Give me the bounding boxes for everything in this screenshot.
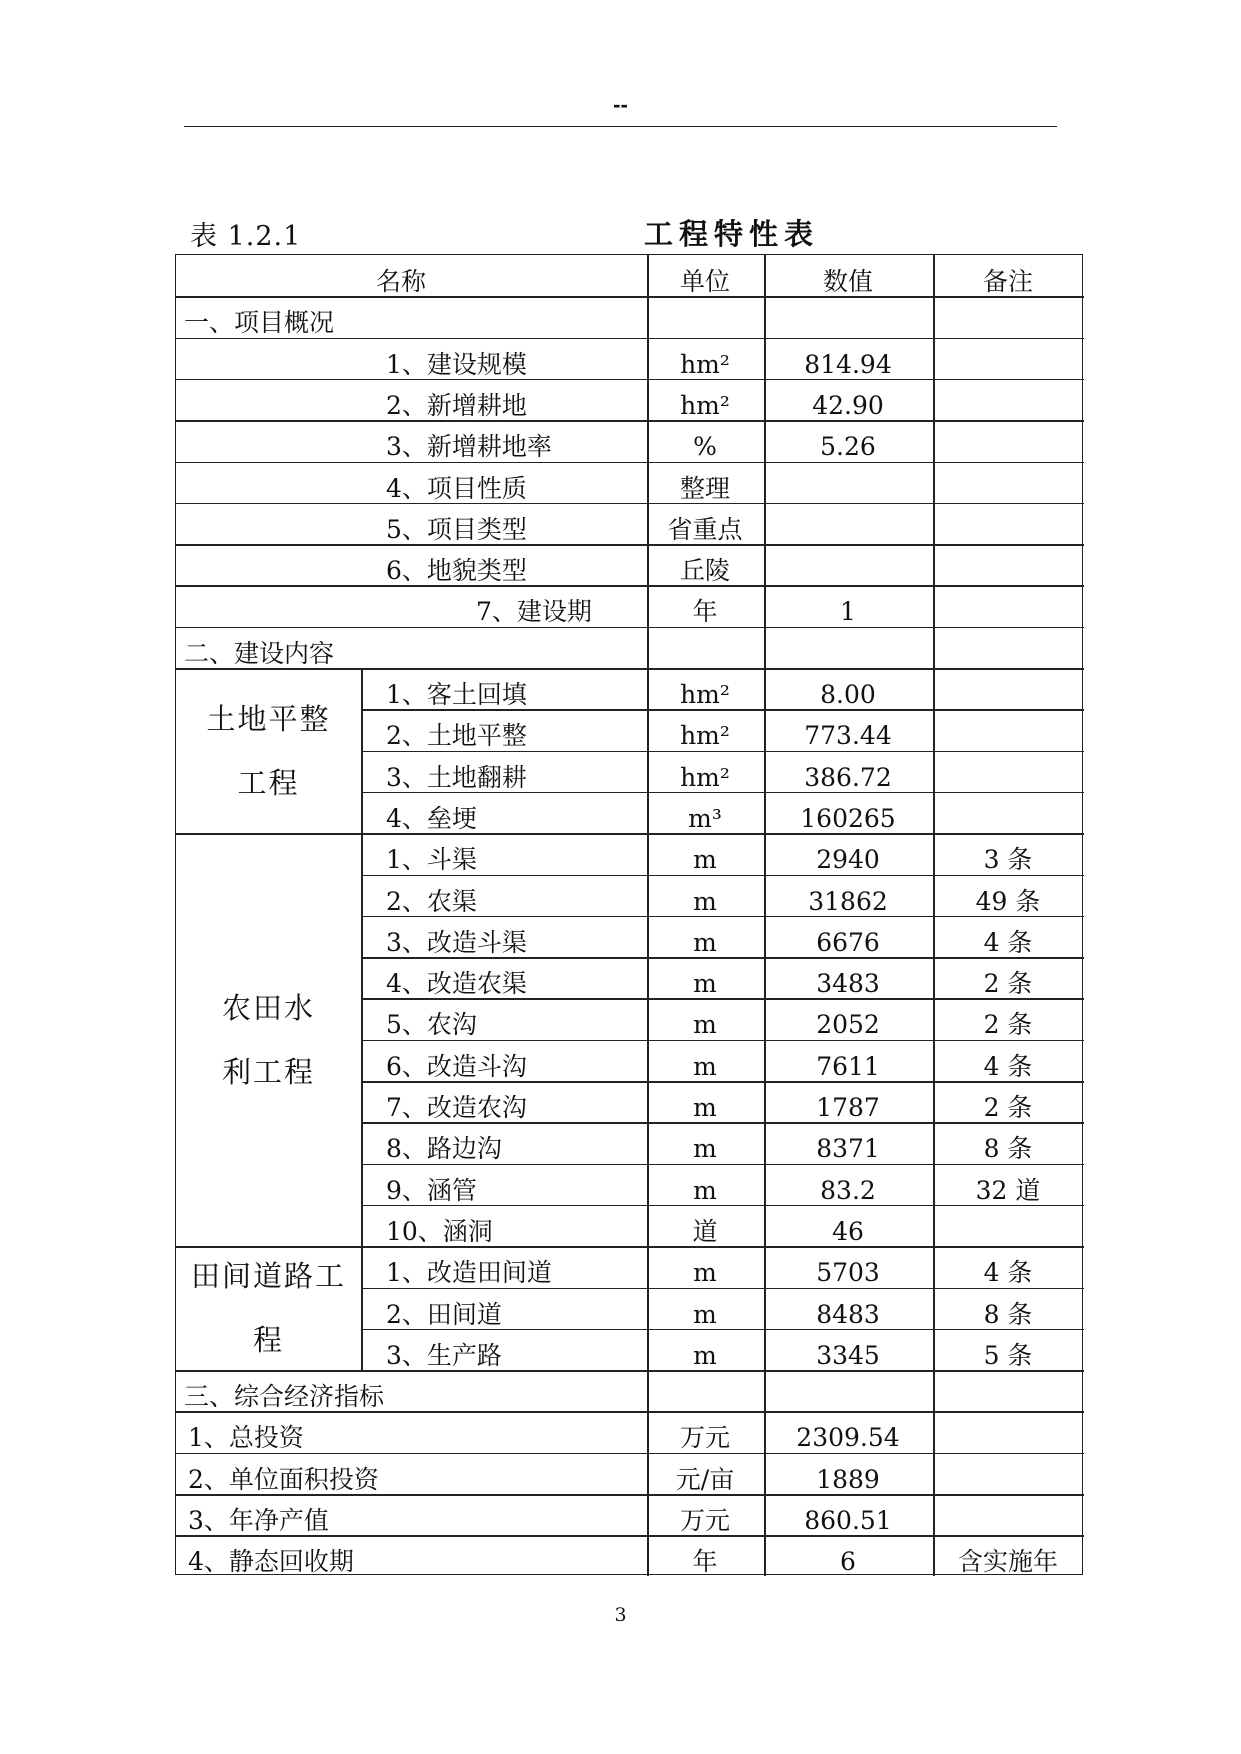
row-divider — [176, 379, 1084, 381]
row-divider — [176, 1453, 1084, 1455]
row-divider — [176, 585, 1084, 587]
row-value: 7611 — [816, 1051, 880, 1081]
row-unit: hm² — [680, 390, 730, 420]
row-name: 2、单位面积投资 — [188, 1464, 379, 1494]
row-name: 1、改造田间道 — [386, 1258, 552, 1288]
row-note: 5 条 — [983, 1340, 1033, 1370]
row-divider — [361, 1122, 1084, 1124]
row-divider — [176, 338, 1084, 340]
row-name: 5、农沟 — [386, 1010, 477, 1040]
column-header-value: 数值 — [822, 267, 873, 296]
row-name: 10、涵洞 — [386, 1216, 493, 1246]
row-value: 6 — [840, 1547, 856, 1577]
group-label — [176, 687, 361, 815]
row-name: 7、改造农沟 — [386, 1093, 527, 1122]
row-name: 1、建设规模 — [386, 349, 527, 379]
row-name: 2、新增耕地 — [386, 390, 527, 420]
group-label-line: 程 — [252, 1323, 284, 1358]
row-divider — [361, 751, 1084, 753]
row-unit: m — [693, 1093, 717, 1122]
row-value: 5.26 — [820, 432, 876, 462]
group-label-line: 土地平整 — [206, 701, 331, 736]
row-unit: m — [693, 1010, 717, 1040]
column-header-name: 名称 — [376, 267, 427, 296]
row-divider — [361, 792, 1084, 794]
row-value: 8371 — [816, 1134, 880, 1164]
row-name: 4、静态回收期 — [188, 1547, 354, 1577]
header-rule — [184, 126, 1057, 127]
column-divider — [361, 833, 363, 1246]
row-value: 8.00 — [820, 680, 876, 709]
row-name: 1、客土回填 — [386, 680, 527, 709]
page-number: 3 — [614, 1604, 627, 1626]
group-label — [176, 1244, 361, 1372]
row-value: 6676 — [816, 927, 880, 957]
row-unit: m — [693, 1175, 717, 1205]
row-value: 814.94 — [804, 349, 892, 379]
row-name: 4、项目性质 — [386, 473, 527, 503]
group-label-line: 利工程 — [221, 1054, 315, 1089]
row-name: 2、土地平整 — [386, 721, 527, 751]
row-note: 2 条 — [983, 1093, 1033, 1122]
row-unit: 万元 — [679, 1506, 730, 1535]
row-divider — [176, 1411, 1084, 1413]
row-unit: hm² — [680, 762, 730, 792]
row-value: 8483 — [816, 1299, 880, 1329]
row-value: 1889 — [816, 1464, 880, 1494]
header-mark: -- — [613, 92, 628, 117]
row-divider — [361, 1205, 1084, 1207]
row-note: 4 条 — [983, 927, 1033, 957]
column-divider — [361, 668, 363, 833]
row-note: 2 条 — [983, 969, 1033, 999]
row-divider — [176, 420, 1084, 422]
row-divider — [361, 1329, 1084, 1331]
row-value: 2052 — [816, 1010, 880, 1040]
row-value: 83.2 — [820, 1175, 876, 1205]
row-name: 6、地貌类型 — [386, 556, 527, 586]
row-divider — [361, 1081, 1084, 1083]
table-label: 表 1.2.1 — [190, 221, 302, 252]
row-name: 4、改造农渠 — [386, 969, 527, 999]
group-label-line: 工程 — [237, 765, 300, 800]
row-value: 386.72 — [804, 762, 892, 792]
row-unit: m — [693, 927, 717, 957]
row-unit: m — [693, 886, 717, 916]
row-value: 46 — [832, 1216, 864, 1246]
row-value: 3483 — [816, 969, 880, 999]
row-note: 3 条 — [983, 845, 1033, 875]
row-divider — [176, 544, 1084, 546]
row-unit: 年 — [692, 597, 718, 627]
row-divider — [176, 627, 1084, 629]
row-value: 1787 — [816, 1093, 880, 1122]
row-unit: 丘陵 — [679, 556, 730, 586]
row-unit: hm² — [680, 349, 730, 379]
row-divider — [361, 1164, 1084, 1166]
row-value: 3345 — [816, 1340, 880, 1370]
row-name: 6、改造斗沟 — [386, 1051, 527, 1081]
section-heading: 三、综合经济指标 — [184, 1382, 385, 1412]
row-divider — [176, 462, 1084, 464]
row-name: 1、总投资 — [188, 1423, 304, 1453]
row-unit: m³ — [688, 803, 722, 833]
row-name: 7、建设期 — [476, 597, 592, 627]
row-value: 773.44 — [804, 721, 892, 751]
table-title: 工程特性表 — [644, 217, 820, 251]
row-name: 1、斗渠 — [386, 845, 477, 875]
section-heading: 二、建设内容 — [184, 638, 335, 668]
row-name: 9、涵管 — [386, 1175, 477, 1205]
row-unit: hm² — [680, 721, 730, 751]
row-unit: m — [693, 1134, 717, 1164]
row-divider — [361, 709, 1084, 711]
row-note: 4 条 — [983, 1258, 1033, 1288]
row-divider — [361, 1288, 1084, 1290]
row-divider — [176, 1535, 1084, 1537]
row-unit: 元/亩 — [675, 1464, 735, 1494]
column-header-unit: 单位 — [679, 267, 730, 296]
row-unit: m — [693, 1051, 717, 1081]
row-name: 3、土地翻耕 — [386, 762, 527, 792]
row-note: 8 条 — [983, 1134, 1033, 1164]
row-note: 49 条 — [975, 886, 1041, 916]
row-value: 2309.54 — [796, 1423, 900, 1453]
row-unit: hm² — [680, 680, 730, 709]
column-header-note: 备注 — [982, 267, 1033, 296]
row-unit: m — [693, 1340, 717, 1370]
row-divider — [176, 833, 1084, 835]
row-unit: m — [693, 1258, 717, 1288]
row-divider — [176, 1494, 1084, 1496]
row-unit: m — [693, 969, 717, 999]
row-value: 160265 — [800, 803, 896, 833]
row-divider — [361, 998, 1084, 1000]
row-unit: 年 — [692, 1547, 718, 1577]
group-label — [176, 976, 361, 1104]
row-name: 2、农渠 — [386, 886, 477, 916]
row-divider — [361, 875, 1084, 877]
row-value: 42.90 — [812, 390, 884, 420]
row-divider — [361, 916, 1084, 918]
row-unit: 整理 — [679, 473, 730, 503]
section-heading: 一、项目概况 — [184, 308, 335, 338]
row-name: 8、路边沟 — [386, 1134, 502, 1164]
row-name: 3、年净产值 — [188, 1506, 329, 1535]
row-value: 860.51 — [804, 1506, 892, 1535]
row-unit: 万元 — [679, 1423, 730, 1453]
group-label-line: 农田水 — [221, 990, 315, 1025]
row-unit: % — [693, 432, 717, 462]
row-divider — [361, 957, 1084, 959]
column-divider — [361, 1246, 363, 1370]
row-note: 2 条 — [983, 1010, 1033, 1040]
row-note: 4 条 — [983, 1051, 1033, 1081]
row-divider — [176, 296, 1084, 298]
row-value: 5703 — [816, 1258, 880, 1288]
row-divider — [176, 668, 1084, 670]
row-value: 1 — [840, 597, 856, 627]
row-unit: m — [693, 845, 717, 875]
row-name: 3、新增耕地率 — [386, 432, 552, 462]
row-name: 2、田间道 — [386, 1299, 502, 1329]
row-divider — [361, 1040, 1084, 1042]
characteristics-table — [175, 254, 1083, 1575]
group-label-line: 田间道路工 — [190, 1259, 346, 1294]
row-name: 5、项目类型 — [386, 514, 527, 544]
row-value: 31862 — [808, 886, 888, 916]
row-note: 32 道 — [975, 1175, 1041, 1205]
row-note: 8 条 — [983, 1299, 1033, 1329]
row-unit: 道 — [692, 1216, 718, 1246]
row-note: 含实施年 — [957, 1547, 1058, 1577]
row-value: 2940 — [816, 845, 880, 875]
row-name: 3、改造斗渠 — [386, 927, 527, 957]
row-name: 4、垒埂 — [386, 803, 477, 833]
row-name: 3、生产路 — [386, 1340, 502, 1370]
row-divider — [176, 503, 1084, 505]
row-unit: m — [693, 1299, 717, 1329]
row-unit: 省重点 — [667, 514, 743, 544]
